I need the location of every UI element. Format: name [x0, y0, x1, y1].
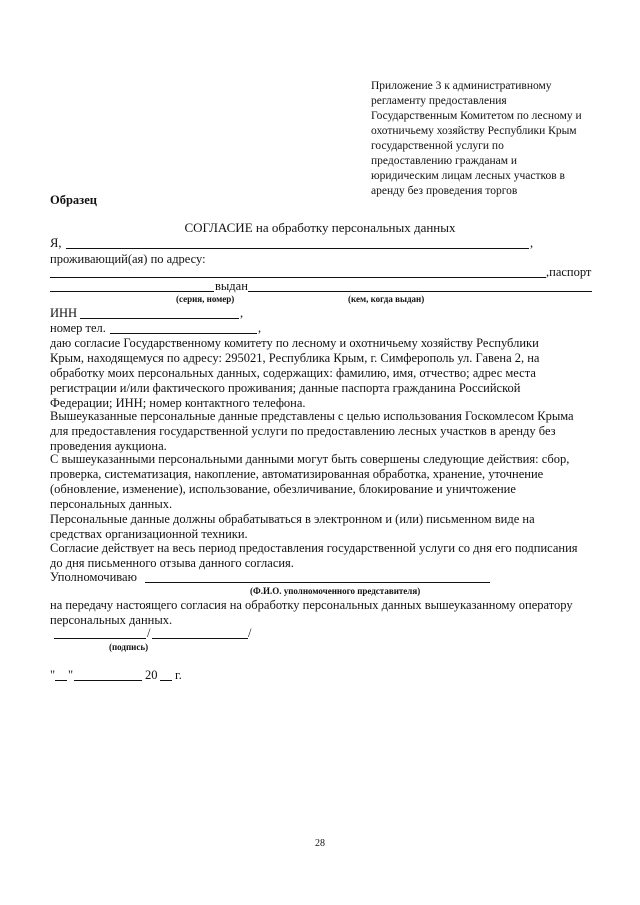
appendix-line: предоставлению гражданам и [371, 155, 518, 167]
date-year-field[interactable] [160, 680, 172, 681]
appendix-note [371, 79, 603, 199]
date-year-suffix: г. [175, 668, 182, 682]
series-caption: (серия, номер) [176, 294, 235, 304]
issuer-field[interactable] [248, 291, 592, 292]
appendix-line: охотничьему хозяйству Республики Крым [371, 125, 577, 137]
date-close-quote: " [68, 668, 74, 682]
validity-paragraph [50, 541, 598, 571]
paragraph-line: Согласие действует на весь период предоставления государственной услуги со дня его подписания [50, 541, 578, 555]
paragraph-line: до дня письменного отзыва данного согласия. [50, 556, 294, 570]
page-number: 28 [315, 838, 325, 849]
paragraph-line: обработку моих персональных данных, содержащих: фамилию, имя, отчество; адрес места [50, 366, 536, 380]
passport-number-field[interactable] [50, 291, 214, 292]
actions-paragraph [50, 452, 598, 512]
signature-field[interactable] [54, 638, 146, 639]
sample-label: Образец [50, 193, 97, 207]
appendix-line: аренду без проведения торгов [371, 185, 518, 197]
paragraph-line: персональных данных. [50, 613, 173, 627]
paragraph-line: Персональные данные должны обрабатываться в электронном и (или) письменном виде на [50, 512, 535, 526]
appendix-line: регламенту предоставления [371, 95, 507, 107]
signature-name-field[interactable] [152, 638, 248, 639]
paragraph-line: (обновление, изменение), использование, обезличивание, блокирование и уничтожение [50, 482, 516, 496]
paragraph-line: средствах организационной техники. [50, 527, 248, 541]
signature-slash: / [248, 626, 252, 640]
residing-label: проживающий(ая) по адресу: [50, 252, 206, 266]
date-year-prefix: 20 [145, 668, 158, 682]
signature-slash: / [147, 626, 151, 640]
paragraph-line: С вышеуказанными персональными данными могут быть совершены следующие действия: сбор, [50, 452, 570, 466]
i-label: Я, [50, 236, 62, 250]
representative-caption: (Ф.И.О. уполномоченного представителя) [250, 586, 421, 596]
paragraph-line: проверка, систематизация, накопление, автоматизированная обработка, хранение, уточнение [50, 467, 544, 481]
paragraph-line: на передачу настоящего согласия на обработку персональных данных вышеуказанному оператору [50, 598, 573, 612]
paragraph-line: даю согласие Государственному комитету по лесному и охотничьему хозяйству Республики [50, 336, 539, 350]
signature-caption: (подпись) [109, 642, 149, 652]
inn-field[interactable] [80, 318, 239, 319]
appendix-line: государственной услуги по [371, 140, 504, 152]
issued-label: выдан [215, 279, 248, 293]
date-day-field[interactable] [55, 680, 67, 681]
transfer-paragraph [50, 598, 598, 628]
paragraph-line: Крым, находящемуся по адресу: 295021, Республика Крым, г. Симферополь ул. Гавена 2, на [50, 351, 540, 365]
phone-label: номер тел. [50, 321, 106, 335]
paragraph-line: для предоставления государственной услуги по предоставлению лесных участков в аренду без [50, 424, 556, 438]
representative-field[interactable] [145, 582, 490, 583]
appendix-line: юридическим лицам лесных участков в [371, 170, 565, 182]
inn-label: ИНН [50, 306, 78, 320]
date-month-field[interactable] [74, 680, 142, 681]
document-title: СОГЛАСИЕ на обработку персональных данных [184, 220, 456, 235]
date-open-quote: " [50, 668, 56, 682]
paragraph-line: Федерации; ИНН; номер контактного телефона. [50, 396, 306, 410]
paragraph-line: регистрации и/или фактического проживания; данные паспорта гражданина Российской [50, 381, 521, 395]
appendix-line: Приложение 3 к административному [371, 80, 552, 92]
comma: , [240, 306, 244, 320]
appendix-line: Государственным Комитетом по лесному и [371, 110, 582, 122]
consent-paragraph [50, 336, 598, 411]
paragraph-line: персональных данных. [50, 497, 173, 511]
authorize-label: Уполномочиваю [50, 570, 137, 584]
address-field[interactable] [50, 277, 546, 278]
comma: , [530, 236, 534, 250]
purpose-paragraph [50, 409, 598, 454]
paragraph-line: Вышеуказанные персональные данные представлены с целью использования Госкомлесом Крыма [50, 409, 574, 423]
issuer-caption: (кем, когда выдан) [348, 294, 425, 304]
processing-paragraph [50, 512, 598, 542]
full-name-field[interactable] [66, 248, 529, 249]
comma: , [258, 321, 262, 335]
phone-field[interactable] [110, 333, 257, 334]
paragraph-line: проведения аукциона. [50, 439, 167, 453]
passport-label: ,паспорт [546, 265, 592, 279]
